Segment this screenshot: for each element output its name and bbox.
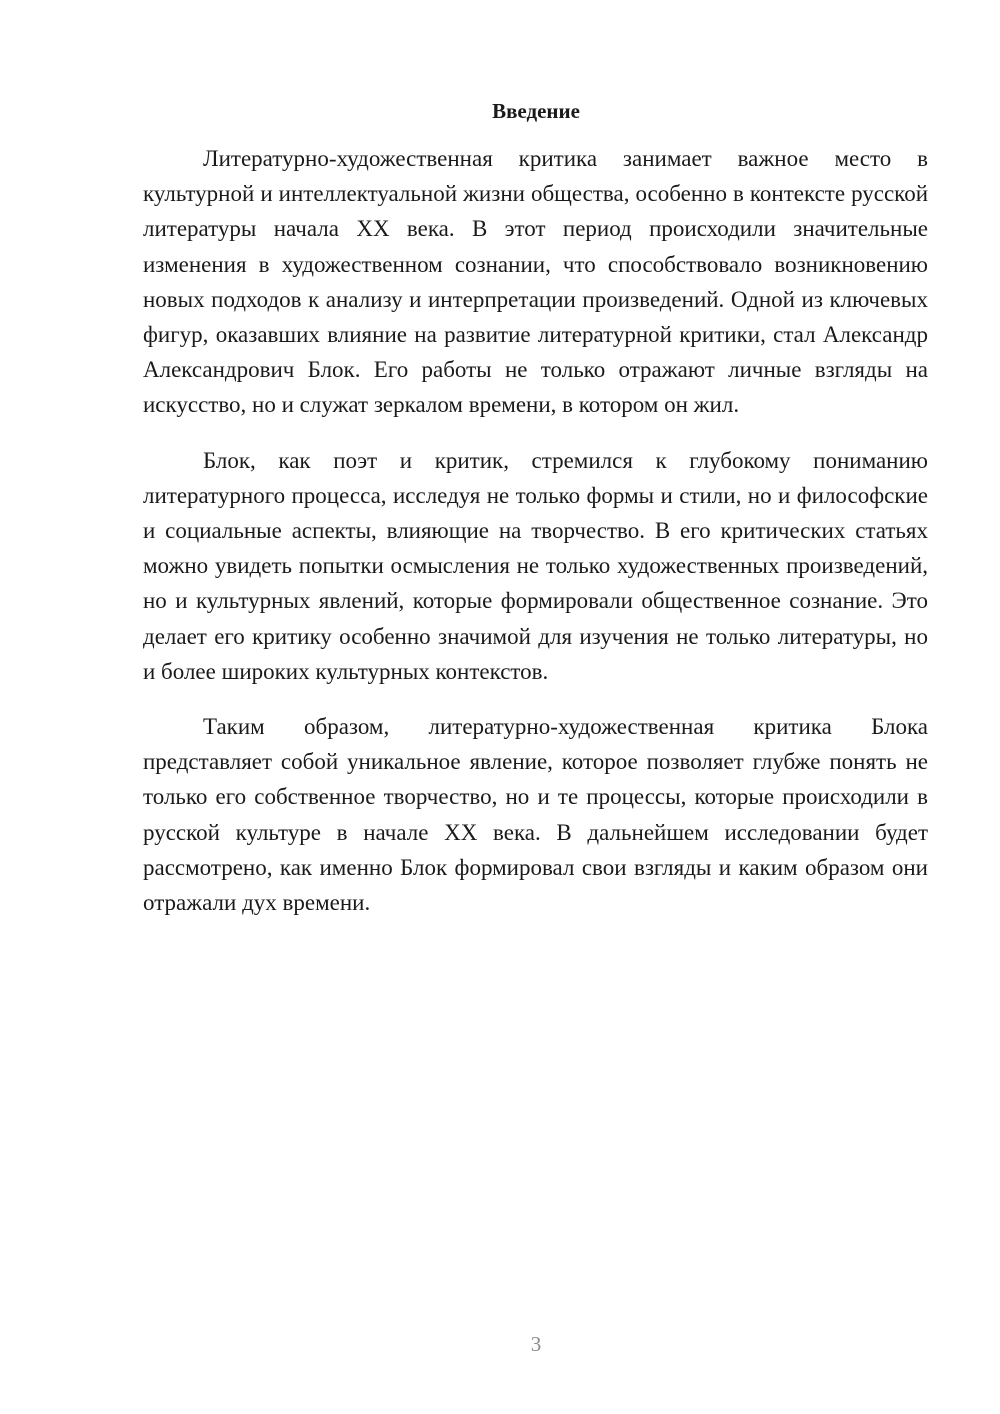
page-heading: Введение	[492, 99, 580, 123]
body-text	[143, 141, 928, 940]
page-number: 3	[530, 1332, 542, 1356]
paragraph-1: Литературно-художественная критика занимает важное место в культурной и интеллектуальной жизни общества, особенно в контексте русской литературы начала XX века. В этот период происходили значительные изменения в художественном сознании, что способствовало возникновению новых подходов к анализу и интерпретации произведений. Одной из ключевых фигур, оказавших влияние на развитие литературной критики, стал Александр Александрович Блок. Его работы не только отражают личные взгляды на искусство, но и служат зеркалом времени, в котором он жил.	[143, 146, 928, 418]
paragraph-2: Блок, как поэт и критик, стремился к глубокому пониманию литературного процесса, исследуя не только формы и стили, но и философские и социальные аспекты, влияющие на творчество. В его критических статьях можно увидеть попытки осмысления не только художественных произведений, но и культурных явлений, которые формировали общественное сознание. Это делает его критику особенно значимой для изучения не только литературы, но и более широких культурных контекстов.	[143, 447, 928, 684]
paragraph-3: Таким образом, литературно-художественная критика Блока представляет собой уникальное явление, которое позволяет глубже понять не только его собственное творчество, но и те процессы, которые происходили в русской культуре в начале XX века. В дальнейшем исследовании будет рассмотрено, как именно Блок формировал свои взгляды и каким образом они отражали дух времени.	[143, 714, 928, 916]
